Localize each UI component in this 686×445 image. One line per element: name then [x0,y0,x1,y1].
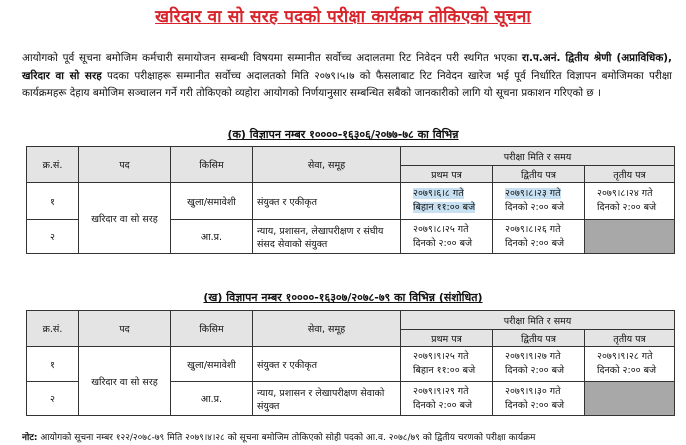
header-paper3: तृतीय पत्र [585,330,675,347]
paper1-time: दिनको २:०० बजे [413,399,473,411]
paper2-schedule [493,183,585,220]
header-sn: क्र.सं. [27,311,79,347]
row-type: खुला/समावेशी [171,183,253,220]
paper1-schedule [401,183,493,220]
paper1-date: २०७९।६।८ गते [413,188,464,199]
table-row [27,183,675,220]
empty-cell [585,220,675,254]
header-post: पद [79,311,171,347]
row-type: आ.प्र. [171,382,253,416]
row-type: खुला/समावेशी [171,347,253,382]
header-paper1: प्रथम पत्र [401,330,493,347]
header-paper1: प्रथम पत्र [401,166,493,183]
header-paper3: तृतीय पत्र [585,166,675,183]
schedule-table-a [26,146,675,254]
schedule-table-b [26,310,675,416]
paper1-date: २०७९।९।२५ गते [413,351,469,362]
paper3-time: दिनको २:०० बजे [597,202,657,213]
header-post: पद [79,147,171,183]
paper1-time: बिहान ११:०० बजे [413,202,476,213]
paper3-time: दिनको २:०० बजे [597,365,657,376]
row-post: खरिदार वा सो सरह [79,183,171,254]
paper1-schedule [401,220,493,254]
paper2-date: २०७९।८।२३ गते [505,188,561,199]
header-sn: क्र.सं. [27,147,79,183]
paper2-schedule [493,347,585,382]
intro-bold-class: रा.प.अनं. द्वितीय श्रेणी (अप्राविधिक), [522,52,672,64]
paper3-date: २०७९।८।२४ गते [597,188,653,199]
footnote-label: नोट: [22,433,38,443]
empty-cell [585,382,675,416]
paper1-schedule [401,347,493,382]
paper1-date: २०७९।९।२९ गते [413,385,469,397]
section-b-title: (ख) विज्ञापन नम्बर १००००-१६३०७/२०७८-७९ का विभिन्न (संशोधित) [203,291,483,304]
header-type: किसिम [171,147,253,183]
paper2-time: दिनको २:०० बजे [505,237,565,249]
paper2-date: २०७९।८।२६ गते [505,223,561,235]
row-sn: २ [27,382,79,416]
row-service: संयुक्त र एकीकृत [253,183,401,220]
paper3-date: २०७९।९।२८ गते [597,351,653,362]
footnote-text: आयोगको सूचना नम्बर १२२/२०७८-७९ मिति २०७९।४।२८ को सूचना बमोजिम तोकिएको सोही पदको आ.व. २०७८/७९ को द्वितीय चरणको परीक्षा कार्यक्रम [37,433,536,443]
intro-text-1: आयोगको पूर्व सूचना बमोजिम कर्मचारी समायोजन सम्बन्धी विषयमा सम्मानीत सर्वोच्च अदालतमा रिट निवेदन परी स्थगित भएका [22,52,523,64]
table-row [27,347,675,382]
row-service: न्याय, प्रशासन र लेखापरीक्षण सेवाको संयुक्त [253,382,401,416]
paper3-schedule [585,347,675,382]
row-post: खरिदार वा सो सरह [79,347,171,416]
row-service: न्याय, प्रशासन, लेखापरीक्षण र संघीय संसद सेवाको संयुक्त [253,220,401,254]
header-paper2: द्वितीय पत्र [493,330,585,347]
paper1-schedule [401,382,493,416]
row-sn: २ [27,220,79,254]
paper1-date: २०७९।८।२५ गते [413,223,469,235]
paper2-schedule [493,382,585,416]
paper2-time: दिनको २:०० बजे [505,365,565,376]
intro-paragraph [22,50,672,103]
paper2-date: २०७९।९।३० गते [505,385,561,397]
paper1-time: दिनको २:०० बजे [413,237,473,249]
header-service: सेवा, समूह [253,147,401,183]
footnote [22,432,682,445]
header-exam-date: परीक्षा मिति र समय [401,311,675,330]
intro-text-2: पदका परीक्षाहरू सम्मानीत सर्वोच्च अदालतको मिति २०७९।५।७ को फैसलाबाट रिट निवेदन खारेज भई पूर्व निर्धारित विज्ञापन बमोजिमका परीक्षा कार्यक्रमहरू देहाय बमोजिम सञ्चालन गर्ने गरी तोकिएको व्यहोरा आयोगको निर्णयानुसार सम्बन्धित सबैको जानकारीको लागि यो सूचना प्रकाशन गरिएको छ । [22,69,672,99]
paper1-time: बिहान ११:०० बजे [413,365,476,376]
paper2-time: दिनको २:०० बजे [505,399,565,411]
notice-title: खरिदार वा सो सरह पदको परीक्षा कार्यक्रम तोकिएको सूचना [155,7,531,27]
paper2-date: २०७९।९।२७ गते [505,351,561,362]
header-exam-date: परीक्षा मिति र समय [401,147,675,166]
paper2-schedule [493,220,585,254]
section-a-title: (क) विज्ञापन नम्बर १००००-१६३०६/२०७७-७८ का विभिन्न [227,128,459,141]
paper2-time: दिनको २:०० बजे [505,202,565,213]
row-type: आ.प्र. [171,220,253,254]
row-sn: १ [27,183,79,220]
row-service: संयुक्त र एकीकृत [253,347,401,382]
header-service: सेवा, समूह [253,311,401,347]
header-type: किसिम [171,311,253,347]
row-sn: १ [27,347,79,382]
paper3-schedule [585,183,675,220]
intro-bold-post: खरिदार वा सो सरह [22,69,102,82]
header-paper2: द्वितीय पत्र [493,166,585,183]
